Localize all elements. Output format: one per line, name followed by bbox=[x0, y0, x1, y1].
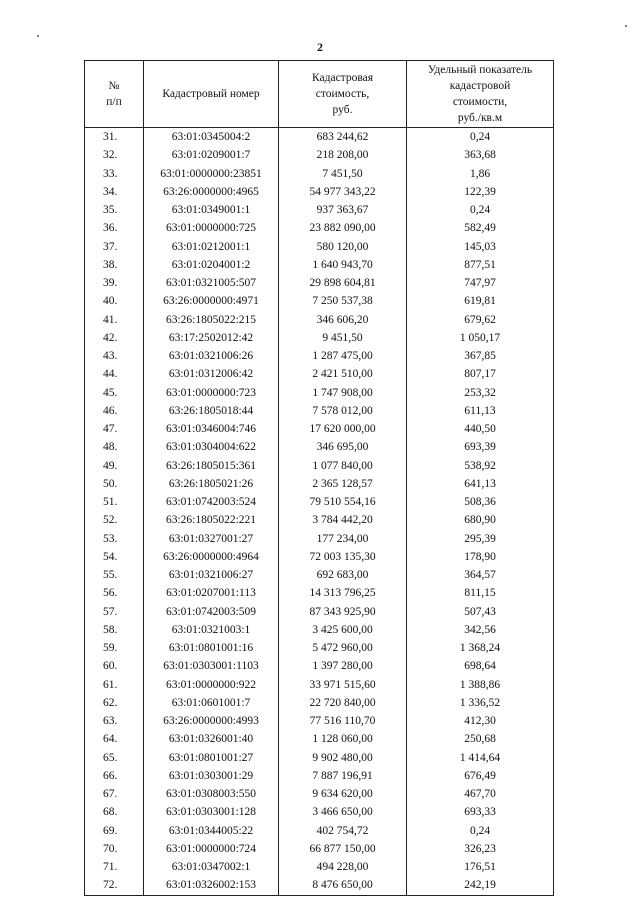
row-number: 63. bbox=[85, 712, 144, 730]
cadastral-number: 63:26:0000000:4965 bbox=[144, 183, 279, 201]
table-row bbox=[85, 146, 554, 164]
row-number: 61. bbox=[85, 676, 144, 694]
specific-indicator: 676,49 bbox=[407, 767, 554, 785]
table-row bbox=[85, 840, 554, 858]
table-row bbox=[85, 676, 554, 694]
cadastral-number: 63:01:0321005:507 bbox=[144, 274, 279, 292]
cadastral-number: 63:26:0000000:4993 bbox=[144, 712, 279, 730]
specific-indicator: 295,39 bbox=[407, 530, 554, 548]
specific-indicator: 698,64 bbox=[407, 657, 554, 675]
specific-indicator: 440,50 bbox=[407, 420, 554, 438]
specific-indicator: 641,13 bbox=[407, 475, 554, 493]
header-indicator-line: стоимости, bbox=[452, 96, 508, 108]
table-row bbox=[85, 238, 554, 256]
cadastral-value: 1 397 280,00 bbox=[279, 657, 407, 675]
cadastral-value: 7 451,50 bbox=[279, 165, 407, 183]
row-number: 53. bbox=[85, 530, 144, 548]
row-number: 67. bbox=[85, 785, 144, 803]
header-num-line: п/п bbox=[106, 96, 122, 108]
specific-indicator: 122,39 bbox=[407, 183, 554, 201]
table-row bbox=[85, 548, 554, 566]
row-number: 44. bbox=[85, 365, 144, 383]
cadastral-number: 63:26:1805022:221 bbox=[144, 511, 279, 529]
page-number: 2 bbox=[317, 40, 323, 54]
cadastral-value: 3 466 650,00 bbox=[279, 803, 407, 821]
cadastral-number: 63:01:0209001:7 bbox=[144, 146, 279, 164]
row-number: 60. bbox=[85, 657, 144, 675]
table-row bbox=[85, 329, 554, 347]
table-row bbox=[85, 438, 554, 456]
table-row bbox=[85, 183, 554, 201]
row-number: 42. bbox=[85, 329, 144, 347]
specific-indicator: 611,13 bbox=[407, 402, 554, 420]
cadastral-number: 63:01:0801001:16 bbox=[144, 639, 279, 657]
row-number: 65. bbox=[85, 749, 144, 767]
table-body bbox=[85, 128, 554, 896]
header-indicator-line: кадастровой bbox=[449, 80, 511, 92]
header-indicator-line: Удельный показатель bbox=[427, 64, 533, 76]
table-row bbox=[85, 749, 554, 767]
cadastral-number: 63:01:0000000:23851 bbox=[144, 165, 279, 183]
row-number: 45. bbox=[85, 384, 144, 402]
specific-indicator: 1 388,86 bbox=[407, 676, 554, 694]
header-indicator-line: руб./кв.м bbox=[457, 112, 503, 124]
cadastral-value: 9 902 480,00 bbox=[279, 749, 407, 767]
table-row bbox=[85, 475, 554, 493]
header-cadastral-value bbox=[279, 61, 407, 128]
scan-speck bbox=[625, 25, 627, 27]
row-number: 72. bbox=[85, 876, 144, 895]
row-number: 46. bbox=[85, 402, 144, 420]
row-number: 69. bbox=[85, 822, 144, 840]
cadastral-number: 63:26:1805018:44 bbox=[144, 402, 279, 420]
specific-indicator: 326,23 bbox=[407, 840, 554, 858]
row-number: 47. bbox=[85, 420, 144, 438]
row-number: 54. bbox=[85, 548, 144, 566]
specific-indicator: 467,70 bbox=[407, 785, 554, 803]
row-number: 55. bbox=[85, 566, 144, 584]
cadastral-number: 63:01:0204001:2 bbox=[144, 256, 279, 274]
table-row bbox=[85, 822, 554, 840]
specific-indicator: 0,24 bbox=[407, 201, 554, 219]
scan-speck bbox=[37, 35, 39, 37]
cadastral-value: 177 234,00 bbox=[279, 530, 407, 548]
table-row bbox=[85, 584, 554, 602]
row-number: 51. bbox=[85, 493, 144, 511]
cadastral-value: 33 971 515,60 bbox=[279, 676, 407, 694]
specific-indicator: 877,51 bbox=[407, 256, 554, 274]
cadastral-number: 63:01:0326002:153 bbox=[144, 876, 279, 895]
specific-indicator: 412,30 bbox=[407, 712, 554, 730]
row-number: 52. bbox=[85, 511, 144, 529]
specific-indicator: 807,17 bbox=[407, 365, 554, 383]
cadastral-value: 22 720 840,00 bbox=[279, 694, 407, 712]
cadastral-number: 63:01:0344005:22 bbox=[144, 822, 279, 840]
row-number: 56. bbox=[85, 584, 144, 602]
row-number: 68. bbox=[85, 803, 144, 821]
cadastral-value: 23 882 090,00 bbox=[279, 219, 407, 237]
row-number: 33. bbox=[85, 165, 144, 183]
cadastral-number: 63:01:0347002:1 bbox=[144, 858, 279, 876]
header-num bbox=[85, 61, 144, 128]
row-number: 57. bbox=[85, 603, 144, 621]
cadastral-value: 3 425 600,00 bbox=[279, 621, 407, 639]
row-number: 62. bbox=[85, 694, 144, 712]
cadastral-value: 5 472 960,00 bbox=[279, 639, 407, 657]
row-number: 71. bbox=[85, 858, 144, 876]
table-row bbox=[85, 803, 554, 821]
specific-indicator: 679,62 bbox=[407, 311, 554, 329]
specific-indicator: 1,86 bbox=[407, 165, 554, 183]
row-number: 43. bbox=[85, 347, 144, 365]
row-number: 38. bbox=[85, 256, 144, 274]
table-row bbox=[85, 657, 554, 675]
specific-indicator: 693,39 bbox=[407, 438, 554, 456]
cadastral-number: 63:01:0601001:7 bbox=[144, 694, 279, 712]
cadastral-number: 63:01:0801001:27 bbox=[144, 749, 279, 767]
cadastral-value: 7 887 196,91 bbox=[279, 767, 407, 785]
header-cadastral-number: Кадастровый номер bbox=[144, 61, 279, 128]
cadastral-value: 7 250 537,38 bbox=[279, 292, 407, 310]
cadastral-value: 580 120,00 bbox=[279, 238, 407, 256]
specific-indicator: 364,57 bbox=[407, 566, 554, 584]
specific-indicator: 811,15 bbox=[407, 584, 554, 602]
table-row bbox=[85, 493, 554, 511]
header-value-line: руб. bbox=[332, 104, 353, 116]
table-row bbox=[85, 420, 554, 438]
table-row bbox=[85, 256, 554, 274]
specific-indicator: 619,81 bbox=[407, 292, 554, 310]
cadastral-value: 346 695,00 bbox=[279, 438, 407, 456]
row-number: 50. bbox=[85, 475, 144, 493]
table-row bbox=[85, 511, 554, 529]
cadastral-value: 17 620 000,00 bbox=[279, 420, 407, 438]
cadastral-number: 63:26:0000000:4964 bbox=[144, 548, 279, 566]
row-number: 70. bbox=[85, 840, 144, 858]
table-row bbox=[85, 566, 554, 584]
cadastral-number: 63:01:0212001:1 bbox=[144, 238, 279, 256]
cadastral-value: 87 343 925,90 bbox=[279, 603, 407, 621]
cadastral-value-table bbox=[84, 60, 554, 896]
row-number: 40. bbox=[85, 292, 144, 310]
row-number: 48. bbox=[85, 438, 144, 456]
cadastral-number: 63:01:0321003:1 bbox=[144, 621, 279, 639]
cadastral-number: 63:26:1805015:361 bbox=[144, 457, 279, 475]
cadastral-number: 63:01:0303001:1103 bbox=[144, 657, 279, 675]
cadastral-number: 63:01:0000000:922 bbox=[144, 676, 279, 694]
table-header-row bbox=[85, 61, 554, 128]
table-row bbox=[85, 858, 554, 876]
row-number: 31. bbox=[85, 128, 144, 147]
cadastral-number: 63:01:0303001:128 bbox=[144, 803, 279, 821]
row-number: 66. bbox=[85, 767, 144, 785]
table-row bbox=[85, 311, 554, 329]
cadastral-number: 63:01:0000000:723 bbox=[144, 384, 279, 402]
cadastral-number: 63:01:0742003:509 bbox=[144, 603, 279, 621]
cadastral-number: 63:01:0327001:27 bbox=[144, 530, 279, 548]
cadastral-value: 692 683,00 bbox=[279, 566, 407, 584]
specific-indicator: 582,49 bbox=[407, 219, 554, 237]
cadastral-number: 63:01:0303001:29 bbox=[144, 767, 279, 785]
cadastral-number: 63:26:0000000:4971 bbox=[144, 292, 279, 310]
cadastral-value: 218 208,00 bbox=[279, 146, 407, 164]
specific-indicator: 680,90 bbox=[407, 511, 554, 529]
specific-indicator: 145,03 bbox=[407, 238, 554, 256]
table-row bbox=[85, 621, 554, 639]
cadastral-value: 2 365 128,57 bbox=[279, 475, 407, 493]
row-number: 58. bbox=[85, 621, 144, 639]
cadastral-value: 1 287 475,00 bbox=[279, 347, 407, 365]
cadastral-value: 9 634 620,00 bbox=[279, 785, 407, 803]
specific-indicator: 242,19 bbox=[407, 876, 554, 895]
cadastral-value: 494 228,00 bbox=[279, 858, 407, 876]
table-row bbox=[85, 219, 554, 237]
cadastral-number: 63:01:0346004:746 bbox=[144, 420, 279, 438]
cadastral-value: 77 516 110,70 bbox=[279, 712, 407, 730]
specific-indicator: 747,97 bbox=[407, 274, 554, 292]
row-number: 59. bbox=[85, 639, 144, 657]
table-row bbox=[85, 384, 554, 402]
cadastral-number: 63:26:1805021:26 bbox=[144, 475, 279, 493]
table-row bbox=[85, 603, 554, 621]
header-value-line: стоимость, bbox=[315, 88, 370, 100]
row-number: 34. bbox=[85, 183, 144, 201]
row-number: 36. bbox=[85, 219, 144, 237]
specific-indicator: 342,56 bbox=[407, 621, 554, 639]
specific-indicator: 363,68 bbox=[407, 146, 554, 164]
cadastral-value: 7 578 012,00 bbox=[279, 402, 407, 420]
table-row bbox=[85, 457, 554, 475]
cadastral-value: 14 313 796,25 bbox=[279, 584, 407, 602]
cadastral-number: 63:01:0349001:1 bbox=[144, 201, 279, 219]
table-row bbox=[85, 730, 554, 748]
cadastral-value: 683 244,62 bbox=[279, 128, 407, 147]
cadastral-value: 1 747 908,00 bbox=[279, 384, 407, 402]
cadastral-value: 66 877 150,00 bbox=[279, 840, 407, 858]
cadastral-number: 63:26:1805022:215 bbox=[144, 311, 279, 329]
table-row bbox=[85, 128, 554, 147]
table-row bbox=[85, 767, 554, 785]
header-value-line: Кадастровая bbox=[311, 72, 374, 84]
cadastral-value: 9 451,50 bbox=[279, 329, 407, 347]
cadastral-number: 63:01:0312006:42 bbox=[144, 365, 279, 383]
table-row bbox=[85, 365, 554, 383]
table-row bbox=[85, 639, 554, 657]
table-row bbox=[85, 694, 554, 712]
specific-indicator: 1 336,52 bbox=[407, 694, 554, 712]
cadastral-value: 402 754,72 bbox=[279, 822, 407, 840]
table-row bbox=[85, 274, 554, 292]
cadastral-value: 8 476 650,00 bbox=[279, 876, 407, 895]
specific-indicator: 0,24 bbox=[407, 822, 554, 840]
header-num-line: № bbox=[108, 80, 120, 92]
row-number: 41. bbox=[85, 311, 144, 329]
cadastral-number: 63:01:0321006:27 bbox=[144, 566, 279, 584]
table-row bbox=[85, 785, 554, 803]
row-number: 37. bbox=[85, 238, 144, 256]
cadastral-number: 63:01:0000000:725 bbox=[144, 219, 279, 237]
row-number: 49. bbox=[85, 457, 144, 475]
row-number: 39. bbox=[85, 274, 144, 292]
cadastral-number: 63:01:0742003:524 bbox=[144, 493, 279, 511]
cadastral-number: 63:01:0308003:550 bbox=[144, 785, 279, 803]
specific-indicator: 250,68 bbox=[407, 730, 554, 748]
cadastral-number: 63:01:0000000:724 bbox=[144, 840, 279, 858]
cadastral-number: 63:17:2502012:42 bbox=[144, 329, 279, 347]
cadastral-number: 63:01:0345004:2 bbox=[144, 128, 279, 147]
cadastral-value: 79 510 554,16 bbox=[279, 493, 407, 511]
cadastral-value: 1 128 060,00 bbox=[279, 730, 407, 748]
cadastral-value: 346 606,20 bbox=[279, 311, 407, 329]
specific-indicator: 1 050,17 bbox=[407, 329, 554, 347]
cadastral-value: 72 003 135,30 bbox=[279, 548, 407, 566]
table-row bbox=[85, 201, 554, 219]
row-number: 64. bbox=[85, 730, 144, 748]
table-row bbox=[85, 712, 554, 730]
specific-indicator: 178,90 bbox=[407, 548, 554, 566]
specific-indicator: 1 414,64 bbox=[407, 749, 554, 767]
specific-indicator: 507,43 bbox=[407, 603, 554, 621]
table-row bbox=[85, 530, 554, 548]
specific-indicator: 508,36 bbox=[407, 493, 554, 511]
cadastral-number: 63:01:0321006:26 bbox=[144, 347, 279, 365]
table-row bbox=[85, 347, 554, 365]
cadastral-value: 1 077 840,00 bbox=[279, 457, 407, 475]
specific-indicator: 253,32 bbox=[407, 384, 554, 402]
specific-indicator: 0,24 bbox=[407, 128, 554, 147]
specific-indicator: 176,51 bbox=[407, 858, 554, 876]
specific-indicator: 693,33 bbox=[407, 803, 554, 821]
table-row bbox=[85, 292, 554, 310]
specific-indicator: 1 368,24 bbox=[407, 639, 554, 657]
table-row bbox=[85, 165, 554, 183]
cadastral-value: 54 977 343,22 bbox=[279, 183, 407, 201]
specific-indicator: 538,92 bbox=[407, 457, 554, 475]
row-number: 32. bbox=[85, 146, 144, 164]
cadastral-number: 63:01:0207001:113 bbox=[144, 584, 279, 602]
cadastral-value: 29 898 604,81 bbox=[279, 274, 407, 292]
specific-indicator: 367,85 bbox=[407, 347, 554, 365]
row-number: 35. bbox=[85, 201, 144, 219]
header-specific-indicator bbox=[407, 61, 554, 128]
cadastral-value: 2 421 510,00 bbox=[279, 365, 407, 383]
cadastral-number: 63:01:0326001:40 bbox=[144, 730, 279, 748]
table-row bbox=[85, 402, 554, 420]
cadastral-value: 937 363,67 bbox=[279, 201, 407, 219]
table-row bbox=[85, 876, 554, 895]
cadastral-value: 1 640 943,70 bbox=[279, 256, 407, 274]
cadastral-number: 63:01:0304004:622 bbox=[144, 438, 279, 456]
cadastral-value: 3 784 442,20 bbox=[279, 511, 407, 529]
